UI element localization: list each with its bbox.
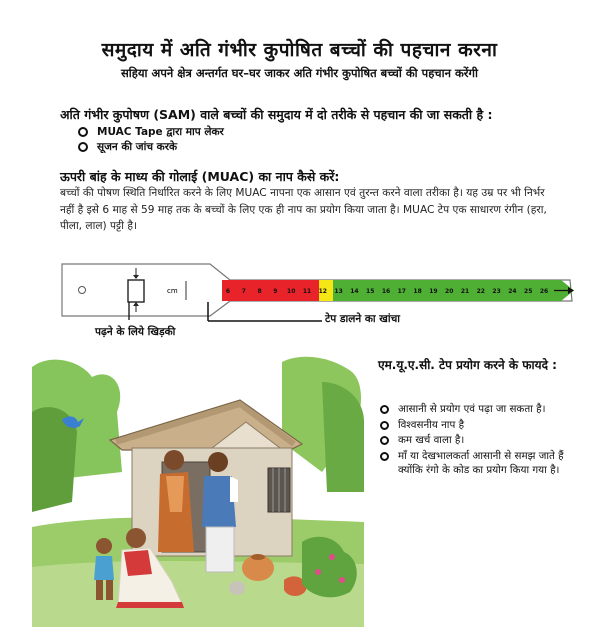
tape-number-label: 14	[350, 288, 359, 295]
unit-label: cm	[167, 287, 178, 295]
section1-list	[78, 124, 224, 154]
man-head	[208, 452, 228, 472]
list-item	[380, 449, 580, 478]
tape-number-label: 17	[397, 288, 406, 295]
tape-number-label: 10	[287, 288, 296, 295]
tape-number-label: 26	[539, 288, 549, 295]
list-item	[78, 124, 224, 139]
list-item	[380, 402, 580, 417]
list-item-text: आसानी से प्रयोग एवं पढ़ा जा सकता है।	[398, 403, 546, 415]
section2-heading: ऊपरी बांह के माध्य की गोलाई (MUAC) का नाप कैसे करें:	[60, 169, 340, 184]
list-item	[380, 433, 580, 448]
bullet-icon	[78, 127, 88, 137]
bullet-icon	[78, 142, 88, 152]
list-item	[78, 139, 224, 154]
tape-number-label: 9	[273, 288, 278, 295]
list-item-text: विश्वसनीय नाप है	[398, 418, 465, 431]
woman-head	[164, 450, 184, 470]
bullet-icon	[380, 421, 389, 430]
child-head	[96, 538, 112, 554]
list-item-text: सूजन की जांच करके	[97, 140, 178, 153]
tape-number-label: 15	[366, 288, 375, 295]
page-subtitle: सहिया अपने क्षेत्र अन्तर्गत घर–घर जाकर अति गंभीर कुपोषित बच्चों की पहचान करेंगी	[121, 66, 478, 80]
tape-number-label: 21	[460, 288, 470, 295]
tape-number-label: 22	[476, 288, 485, 295]
bullet-icon	[380, 452, 389, 461]
section1-heading: अति गंभीर कुपोषण (SAM) वाले बच्चों की समुदाय में दो तरीके से पहचान की जा सकती है :	[60, 107, 493, 122]
tape-number-label: 7	[241, 288, 246, 295]
tape-number-label: 16	[381, 288, 391, 295]
tape-number-label: 8	[257, 288, 262, 295]
tape-number-label: 20	[445, 288, 454, 295]
tape-number-label: 12	[318, 288, 327, 295]
benefits-title: एम.यू.ए.सी. टेप प्रयोग करने के फायदे :	[378, 358, 557, 372]
benefits-list	[380, 402, 580, 479]
reading-window-label: पढ़ने के लिये खिड़की	[95, 326, 176, 338]
list-item-text: MUAC Tape द्वारा माप लेकर	[97, 125, 224, 138]
tape-number-label: 13	[334, 288, 343, 295]
list-item	[380, 418, 580, 433]
asha-head	[126, 528, 146, 548]
tape-number-label: 25	[524, 288, 533, 295]
list-item-text: माँ या देखभालकर्ता आसानी से समझ जाते हैं क्योंकि रंगो के कोड का प्रयोग किया गया है।	[398, 449, 564, 476]
tape-number-label: 19	[429, 288, 438, 295]
list-item-text: कम खर्च वाला है।	[398, 434, 465, 446]
bullet-icon	[380, 405, 389, 414]
tape-number-label: 6	[225, 288, 231, 295]
tape-number-label: 18	[413, 288, 422, 295]
tape-slot-label: टेप डालने का खांचा	[325, 313, 400, 325]
page-title: समुदाय में अति गंभीर कुपोषित बच्चों की पहचान करना	[101, 39, 498, 61]
bullet-icon	[380, 436, 389, 445]
muac-tape-illustration	[60, 254, 580, 334]
tape-number-label: 24	[508, 288, 517, 295]
tape-number-label: 23	[492, 288, 501, 295]
child-shirt	[94, 556, 114, 580]
village-illustration	[32, 352, 364, 627]
tape-number-label: 11	[302, 288, 312, 295]
section2-paragraph: बच्चों की पोषण स्थिति निर्धारित करने के लिए MUAC नापना एक आसान एवं तुरन्त करने वाला तरीका है। यह उम्र पर भी निर्भर नहीं है इसे 6 माह से 59 माह तक के बच्चों के लिए एक ही नाप का प्रयोग किया जाता है। MUAC टेप एक साधारण रंगीन (हरा, पीला, लाल) पट्टी है।	[60, 187, 547, 232]
